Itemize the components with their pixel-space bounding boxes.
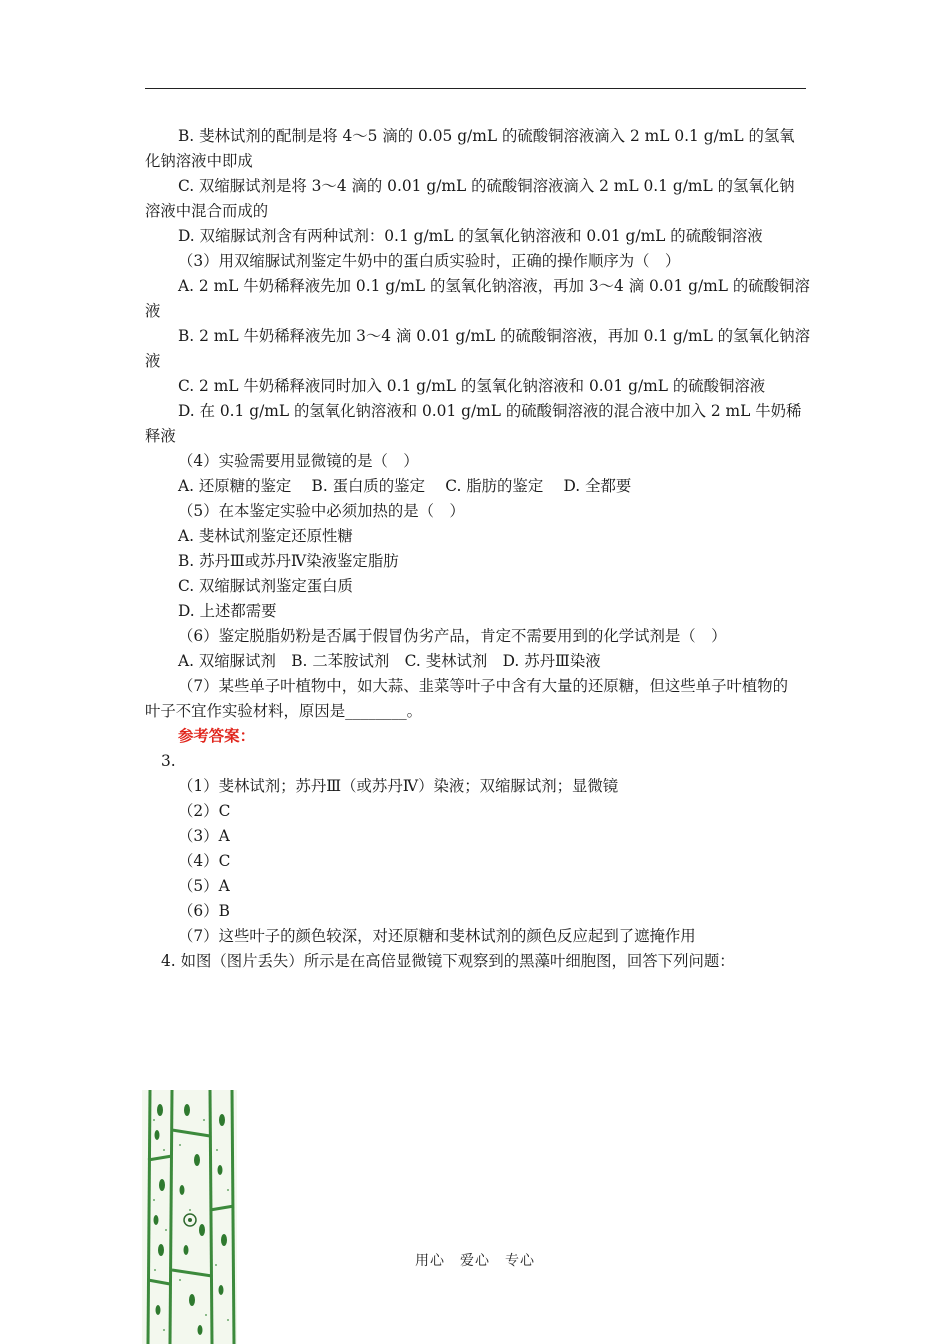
text-line: B. 苏丹Ⅲ或苏丹Ⅳ染液鉴定脂肪 <box>178 552 399 570</box>
text-line: B. 2 mL 牛奶稀释液先加 3～4 滴 0.01 g/mL 的硫酸铜溶液，再加 0.1 g/mL 的氢氧化钠溶 <box>178 327 811 345</box>
text-line: （2）C <box>178 802 231 820</box>
text-line: （4）C <box>178 852 231 870</box>
text-line: （7）这些叶子的颜色较深，对还原糖和斐林试剂的颜色反应起到了遮掩作用 <box>178 927 696 945</box>
text-line: （1）斐林试剂；苏丹Ⅲ（或苏丹Ⅳ）染液；双缩脲试剂；显微镜 <box>178 777 619 795</box>
text-line: 液 <box>145 352 161 370</box>
text-line: A. 2 mL 牛奶稀释液先加 0.1 g/mL 的氢氧化钠溶液，再加 3～4 滴 0.01 g/mL 的硫酸铜溶 <box>178 277 810 295</box>
text-line: 释液 <box>145 427 176 445</box>
text-line: D. 上述都需要 <box>178 602 277 620</box>
text-line: C. 双缩脲试剂鉴定蛋白质 <box>178 577 353 595</box>
leaf-cell-figure <box>142 1090 237 1344</box>
text-line: （7）某些单子叶植物中，如大蒜、韭菜等叶子中含有大量的还原糖，但这些单子叶植物的 <box>178 677 789 695</box>
text-line: A. 斐林试剂鉴定还原性糖 <box>178 527 353 545</box>
text-line: （6）鉴定脱脂奶粉是否属于假冒伪劣产品，肯定不需要用到的化学试剂是（ ） <box>178 627 727 645</box>
text-line: A. 还原糖的鉴定 B. 蛋白质的鉴定 C. 脂肪的鉴定 D. 全都要 <box>178 477 632 495</box>
text-line: A. 双缩脲试剂 B. 二苯胺试剂 C. 斐林试剂 D. 苏丹Ⅲ染液 <box>178 652 601 670</box>
text-line: C. 双缩脲试剂是将 3～4 滴的 0.01 g/mL 的硫酸铜溶液滴入 2 mL 0.1 g/mL 的氢氧化钠 <box>178 177 795 195</box>
text-line: （5）A <box>178 877 230 895</box>
text-line: 叶子不宜作实验材料，原因是________。 <box>145 702 423 720</box>
text-line: B. 斐林试剂的配制是将 4～5 滴的 0.05 g/mL 的硫酸铜溶液滴入 2 mL 0.1 g/mL 的氢氧 <box>178 127 795 145</box>
text-line: 液 <box>145 302 161 320</box>
text-line: （5）在本鉴定实验中必须加热的是（ ） <box>178 502 465 520</box>
answer-heading: 参考答案： <box>178 727 255 745</box>
text-line: （3）用双缩脲试剂鉴定牛奶中的蛋白质实验时，正确的操作顺序为（ ） <box>178 252 681 270</box>
text-line: D. 在 0.1 g/mL 的氢氧化钠溶液和 0.01 g/mL 的硫酸铜溶液的混合液中加入 2 mL 牛奶稀 <box>178 402 802 420</box>
header-rule <box>145 88 806 89</box>
text-line: （6）B <box>178 902 230 920</box>
document-body <box>145 124 811 974</box>
text-line: C. 2 mL 牛奶稀释液同时加入 0.1 g/mL 的氢氧化钠溶液和 0.01 g/mL 的硫酸铜溶液 <box>178 377 766 395</box>
text-line: D. 双缩脲试剂含有两种试剂：0.1 g/mL 的氢氧化钠溶液和 0.01 g/mL 的硫酸铜溶液 <box>178 227 763 245</box>
page-footer: 用心 爱心 专心 <box>415 1253 535 1269</box>
text-line: （4）实验需要用显微镜的是（ ） <box>178 452 419 470</box>
text-line: （3）A <box>178 827 230 845</box>
text-line: 4. 如图（图片丢失）所示是在高倍显微镜下观察到的黑藻叶细胞图，回答下列问题： <box>161 952 735 970</box>
text-line: 化钠溶液中即成 <box>145 152 253 170</box>
text-line: 溶液中混合而成的 <box>145 202 269 220</box>
text-line: 3. <box>161 752 176 770</box>
text-line <box>145 724 806 749</box>
